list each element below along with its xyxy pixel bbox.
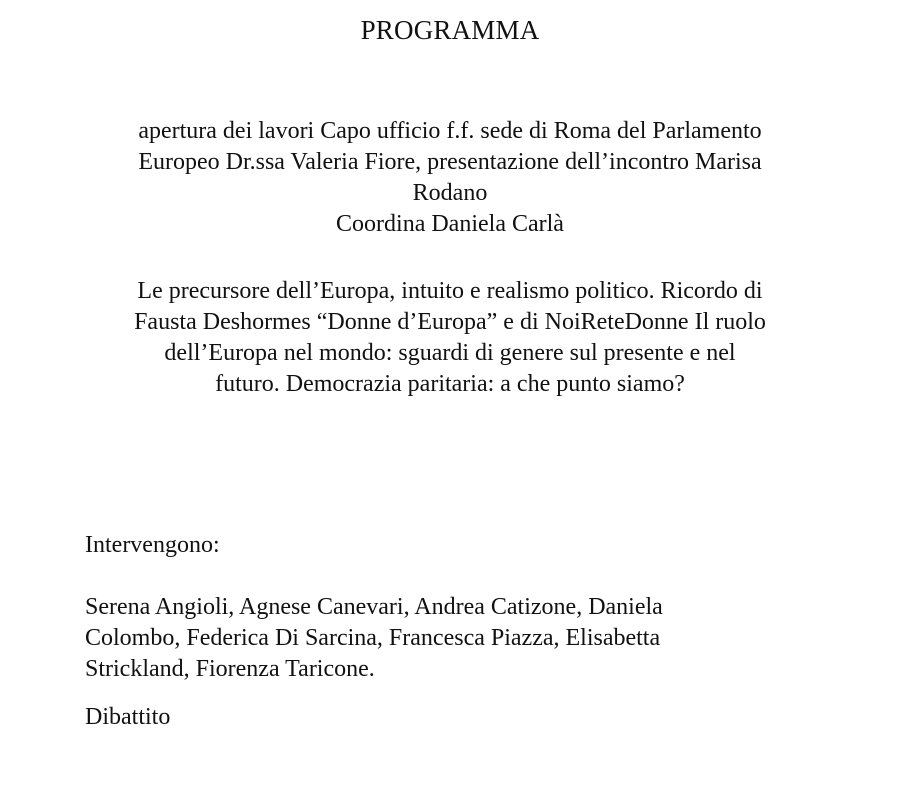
- speakers-heading: Intervengono:: [85, 532, 220, 558]
- topics-line: dell’Europa nel mondo: sguardi di genere sul presente e nel: [164, 340, 736, 366]
- topics-paragraph: [70, 276, 830, 400]
- speakers-list: [85, 592, 785, 685]
- topics-line: futuro. Democrazia paritaria: a che punto siamo?: [215, 371, 685, 397]
- speakers-line: Serena Angioli, Agnese Canevari, Andrea Catizone, Daniela: [85, 594, 663, 620]
- page-title: PROGRAMMA: [360, 15, 540, 45]
- topics-line: Fausta Deshormes “Donne d’Europa” e di NoiReteDonne Il ruolo: [134, 309, 766, 335]
- topics-line: Le precursore dell’Europa, intuito e realismo politico. Ricordo di: [137, 278, 763, 304]
- speakers-line: Colombo, Federica Di Sarcina, Francesca Piazza, Elisabetta: [85, 625, 661, 651]
- speakers-line: Strickland, Fiorenza Taricone.: [85, 656, 375, 682]
- opening-line: Europeo Dr.ssa Valeria Fiore, presentazione dell’incontro Marisa: [138, 149, 762, 175]
- opening-line: apertura dei lavori Capo ufficio f.f. sede di Roma del Parlamento: [138, 118, 762, 144]
- opening-paragraph: [70, 116, 830, 209]
- coordinator-line: Coordina Daniela Carlà: [336, 211, 564, 237]
- closing-item: Dibattito: [85, 704, 171, 730]
- opening-line: Rodano: [412, 180, 488, 206]
